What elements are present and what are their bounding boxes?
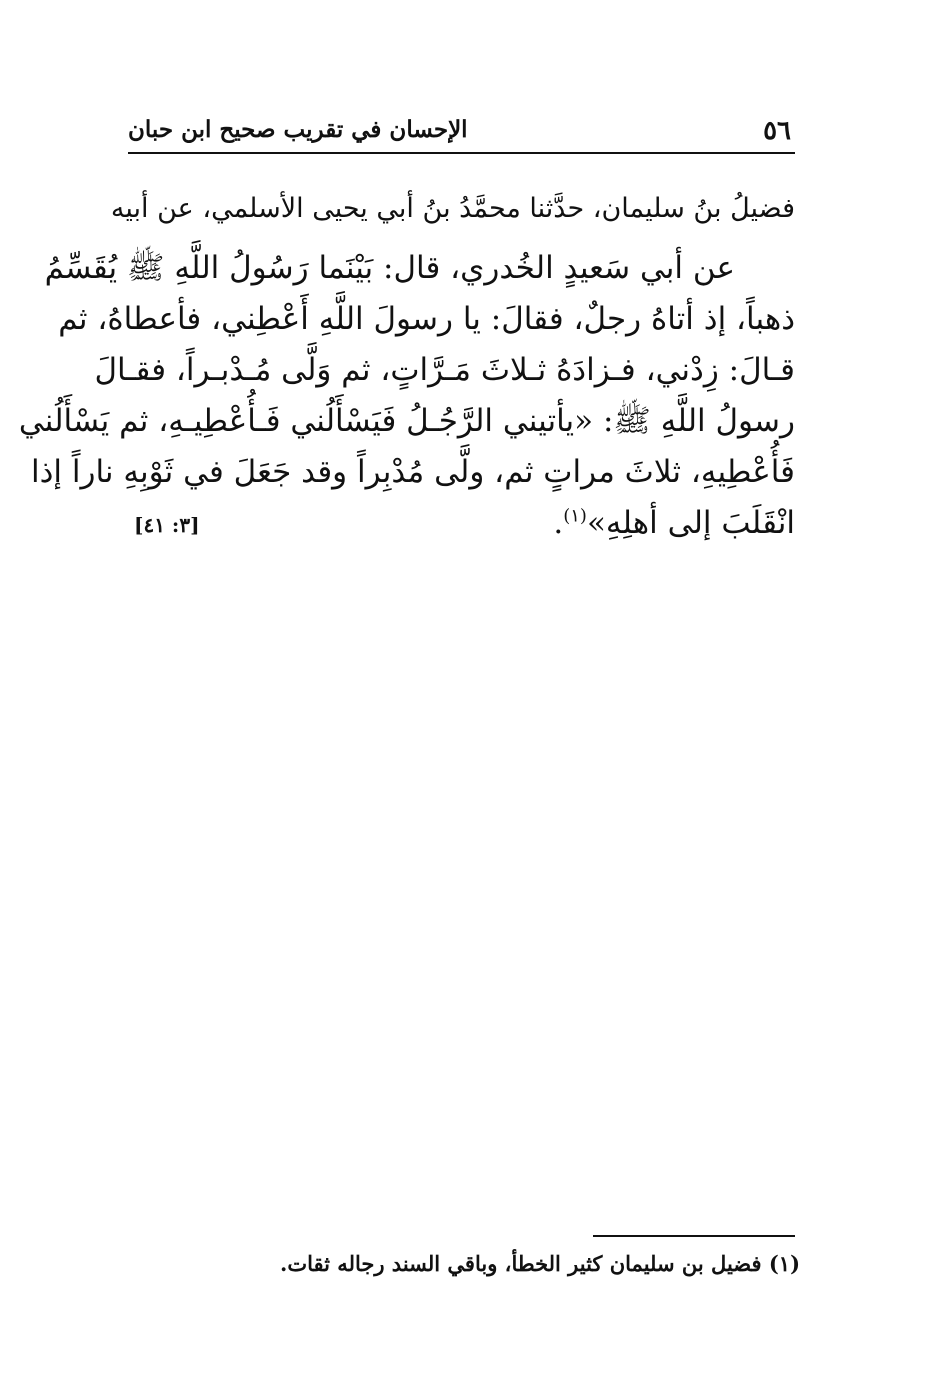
- book-title: الإحسان في تقريب صحيح ابن حبان: [128, 116, 468, 143]
- header-rule: [128, 152, 795, 154]
- hadith-line: قـالَ: زِدْني، فـزادَهُ ثـلاثَ مَـرَّاتٍ، ثم وَلَّى مُـدْبـراً، فقـالَ: [94, 352, 795, 388]
- footnote: (١) فضيل بن سليمان كثير الخطأ، وباقي السند رجاله ثقات.: [280, 1251, 800, 1276]
- hadith-line: رسولُ اللَّهِ ﷺ: «يأتيني الرَّجُـلُ فَيَسْأَلُني فَـأُعْطِيـهِ، ثم يَسْأَلُني: [18, 403, 795, 439]
- end-period: .: [553, 505, 564, 541]
- page-number: ٥٦: [763, 116, 791, 146]
- hadith-line: ذهباً، إذ أتاهُ رجلٌ، فقالَ: يا رسولَ اللَّهِ أَعْطِني، فأعطاهُ، ثم: [58, 301, 795, 337]
- running-header: [128, 108, 795, 152]
- hadith-last-line: [128, 498, 795, 549]
- hadith-line: فَأُعْطِيهِ، ثلاثَ مراتٍ ثم، ولَّى مُدْبِراً وقد جَعَلَ في ثَوْبِهِ ناراً إذا: [30, 454, 795, 490]
- footnote-separator: [593, 1235, 795, 1237]
- hadith-line: عن أبي سَعيدٍ الخُدري، قال: بَيْنَما رَسُولُ اللَّهِ ﷺ يُقَسِّمُ: [44, 250, 735, 286]
- citation-reference: [٣: ٤١]: [134, 513, 200, 537]
- footnote-marker[interactable]: (١): [563, 505, 587, 527]
- isnad-line: فضيلُ بنُ سليمان، حدَّثنا محمَّدُ بنُ أبي يحيى الأسلمي، عن أبيه: [110, 193, 795, 224]
- hadith-text: [18, 243, 795, 549]
- hadith-line-text: انْقَلَبَ إلى أهلِهِ»: [586, 505, 795, 541]
